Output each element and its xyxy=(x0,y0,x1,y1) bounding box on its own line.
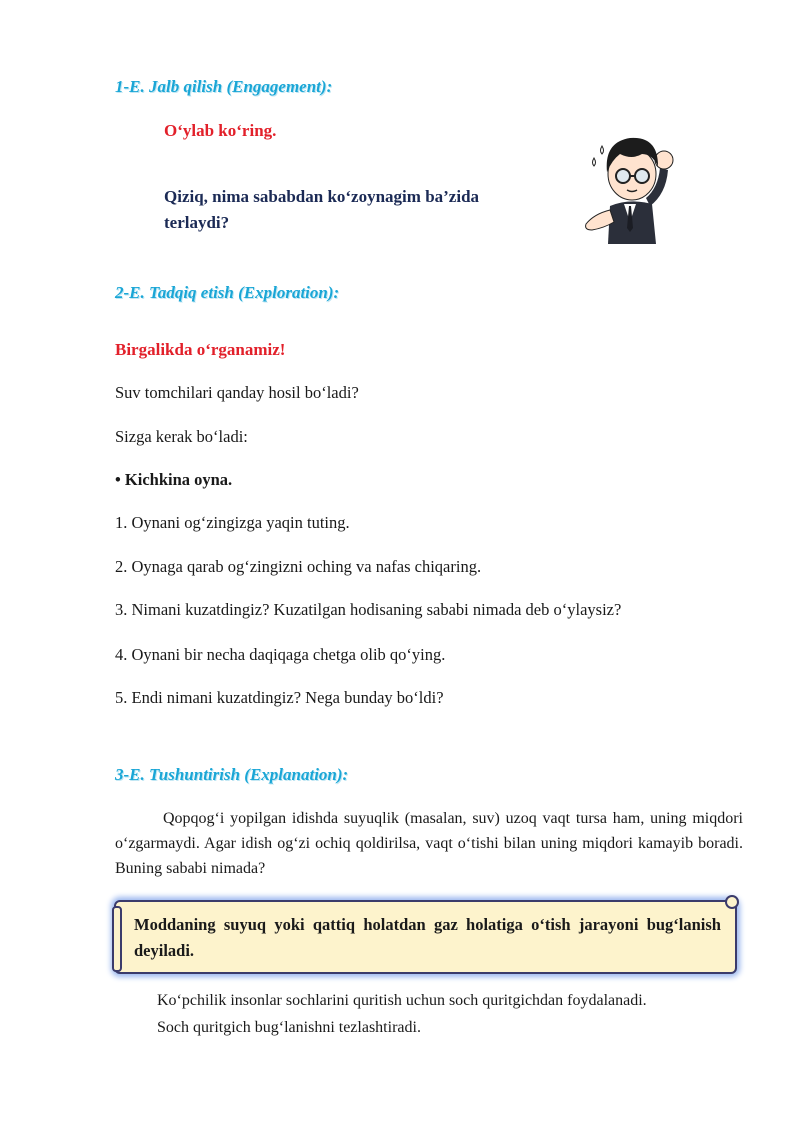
stage3-paragraph xyxy=(115,806,743,881)
step-item-1: 1. Oynani og‘zingizga yaqin tuting. xyxy=(115,513,350,532)
step-item-5: 5. Endi nimani kuzatdingiz? Nega bunday bo‘ldi? xyxy=(115,688,444,707)
stage2-heading: 2-E. Tadqiq etish (Exploration): xyxy=(115,283,340,302)
step-item-2: 2. Oynaga qarab og‘zingizni oching va nafas chiqaring. xyxy=(115,557,482,576)
stage1-prompt: O‘ylab ko‘ring. xyxy=(164,121,277,140)
stage1-question-line2: terlaydi? xyxy=(164,213,230,232)
scroll-curl-decoration xyxy=(725,895,739,909)
stage3-heading: 3-E. Tushuntirish (Explanation): xyxy=(115,765,349,784)
definition-text: Moddaning suyuq yoki qattiq holatdan gaz holatiga o‘tish jarayoni bug‘lanish deyiladi. xyxy=(134,915,721,960)
stage1-question xyxy=(164,184,479,236)
thinking-boy-with-glasses-icon xyxy=(580,114,680,246)
stage3-paragraph-text: Qopqog‘i yopilgan idishda suyuqlik (masalan, suv) uzoq vaqt tursa ham, uning miqdori o‘zgarmaydi. Agar idish og‘zi ochiq qoldirilsa, vaqt o‘tishi bilan uning miqdori kamayib boradi. Buning sababi nimada? xyxy=(115,810,743,877)
step-item-4: 4. Oynani bir necha daqiqaga chetga olib qo‘ying. xyxy=(115,645,446,664)
material-item: • Kichkina oyna. xyxy=(115,470,233,489)
stage2-prompt: Birgalikda o‘rganamiz! xyxy=(115,340,286,359)
stage2-need-label: Sizga kerak bo‘ladi: xyxy=(115,427,248,446)
definition-scroll-box xyxy=(114,900,737,974)
scroll-rod-decoration xyxy=(112,906,122,972)
closing-line2: Soch quritgich bug‘lanishni tezlashtiradi. xyxy=(157,1019,421,1036)
stage2-intro: Suv tomchilari qanday hosil bo‘ladi? xyxy=(115,383,359,402)
closing-line1: Ko‘pchilik insonlar sochlarini quritish uchun soch quritgichdan foydalanadi. xyxy=(157,992,647,1009)
stage1-heading: 1-E. Jalb qilish (Engagement): xyxy=(115,77,333,96)
stage1-question-line1: Qiziq, nima sababdan ko‘zoynagim ba’zida xyxy=(164,187,480,206)
stage3-closing xyxy=(157,987,647,1041)
step-item-3: 3. Nimani kuzatdingiz? Kuzatilgan hodisaning sababi nimada deb o‘ylaysiz? xyxy=(115,600,622,619)
